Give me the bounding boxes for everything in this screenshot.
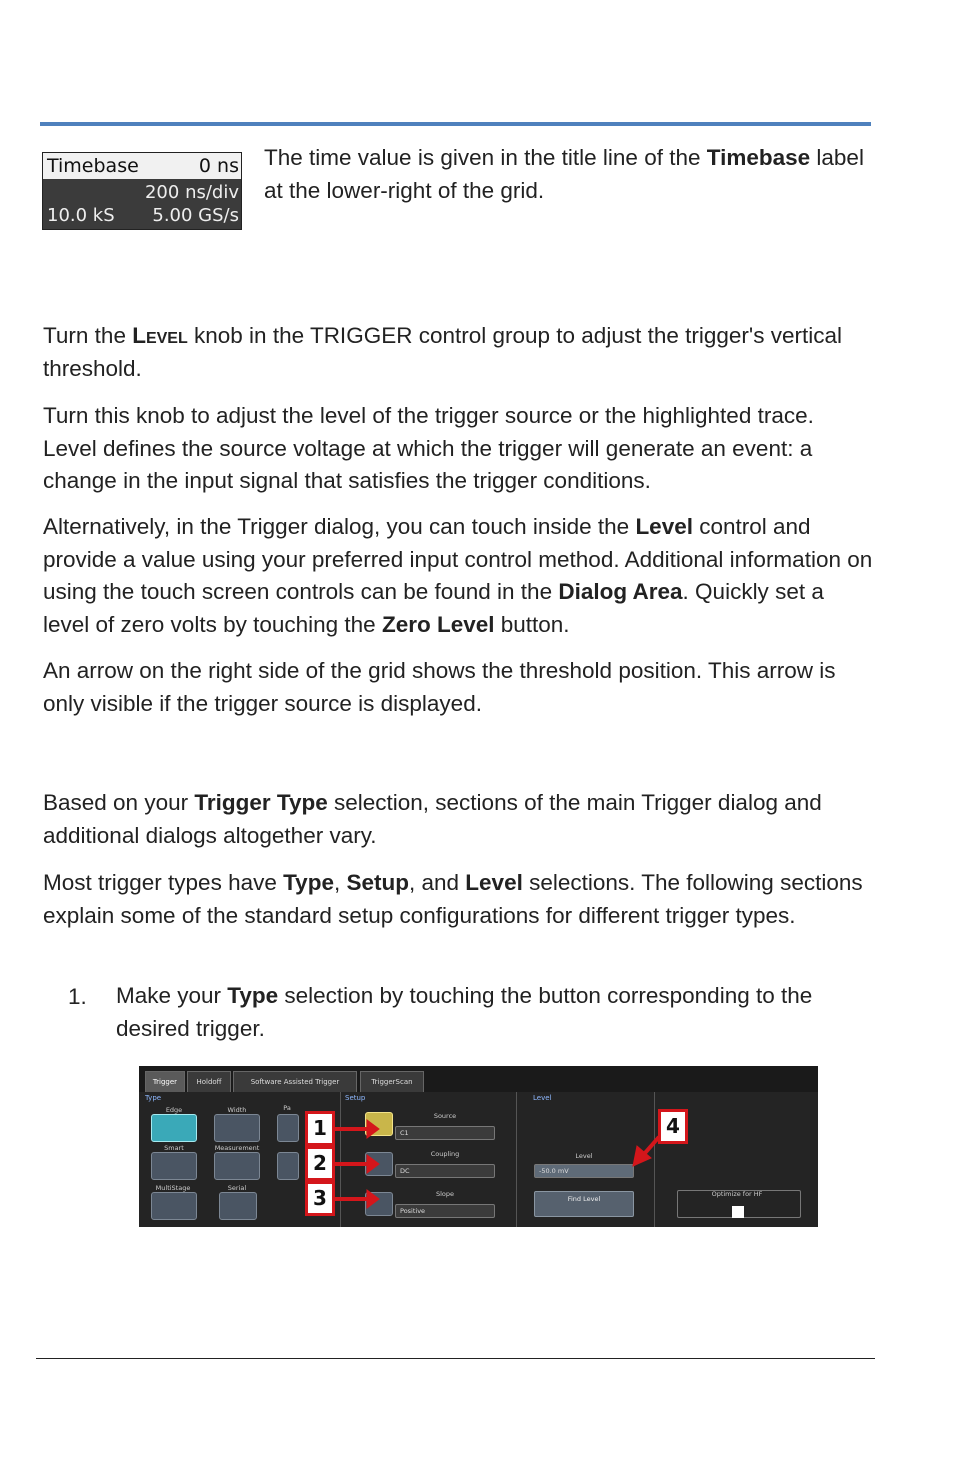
callout-1: 1 bbox=[305, 1111, 335, 1146]
find-level-button[interactable]: Find Level bbox=[534, 1191, 634, 1217]
measurement-label: Measurement bbox=[214, 1144, 260, 1152]
serial-label: Serial bbox=[227, 1184, 247, 1192]
callout-arrows bbox=[139, 1066, 818, 1227]
level-section-label: Level bbox=[533, 1094, 552, 1102]
step-1-text: Make your Type selection by touching the button corresponding to the desired trigger. bbox=[116, 983, 813, 1041]
setup-section-label: Setup bbox=[345, 1094, 366, 1102]
slope-label: Slope bbox=[435, 1190, 455, 1198]
edge-label: Edge bbox=[165, 1106, 183, 1114]
level-field-label: Level bbox=[575, 1152, 593, 1160]
multistage-label: MultiStage bbox=[155, 1184, 191, 1192]
timebase-title: Timebase bbox=[47, 155, 139, 177]
type-section-label: Type bbox=[145, 1094, 162, 1102]
callout-3: 3 bbox=[305, 1181, 335, 1216]
timebase-delay: 0 ns bbox=[198, 155, 239, 177]
step-number: 1. bbox=[68, 984, 87, 1009]
trigger-dialog bbox=[139, 1066, 818, 1227]
slope-field[interactable]: Positive bbox=[395, 1204, 495, 1218]
level-paragraph-2: Turn this knob to adjust the level of the trigger source or the highlighted trace. Level defines the source voltage at which the trigger will generate an event: a change in the input signal that satisfies the trigger conditions. bbox=[43, 403, 814, 493]
source-field[interactable]: C1 bbox=[395, 1126, 495, 1140]
level-field[interactable]: -50.0 mV bbox=[534, 1164, 634, 1178]
tab-triggerscan[interactable]: TriggerScan bbox=[360, 1071, 424, 1092]
type-paragraph-1: Based on your Trigger Type selection, sections of the main Trigger dialog and additional dialogs altogether vary. bbox=[43, 790, 822, 848]
timebase-widget bbox=[42, 152, 242, 230]
tab-trigger[interactable]: Trigger bbox=[145, 1071, 185, 1092]
tab-holdoff[interactable]: Holdoff bbox=[187, 1071, 231, 1092]
smart-label: Smart bbox=[164, 1144, 184, 1152]
level-knob-name: Level bbox=[132, 323, 188, 348]
timebase-rate: 5.00 GS/s bbox=[152, 205, 239, 226]
source-label: Source bbox=[433, 1112, 457, 1120]
level-paragraph-1: Turn the Level knob in the TRIGGER control group to adjust the trigger's vertical threshold. bbox=[43, 323, 842, 381]
type-paragraph-2: Most trigger types have Type, Setup, and Level selections. The following sections explain some of the standard setup configurations for different trigger types. bbox=[43, 870, 863, 928]
tab-software-assisted-trigger[interactable]: Software Assisted Trigger bbox=[233, 1071, 357, 1092]
intro-paragraph: The time value is given in the title line of the Timebase label at the lower-right of the grid. bbox=[264, 145, 864, 203]
coupling-label: Coupling bbox=[430, 1150, 460, 1158]
level-paragraph-4: An arrow on the right side of the grid shows the threshold position. This arrow is only visible if the trigger source is displayed. bbox=[43, 658, 836, 716]
coupling-field[interactable]: DC bbox=[395, 1164, 495, 1178]
timebase-per-div: 200 ns/div bbox=[144, 182, 239, 203]
callout-2: 2 bbox=[305, 1146, 335, 1181]
level-paragraph-3: Alternatively, in the Trigger dialog, you can touch inside the Level control and provide a value using your preferred input control method. Additional information on using the touch screen controls can be found in the Dialog Area. Quickly set a level of zero volts by touching the Zero Level button. bbox=[43, 514, 873, 637]
pattern-label: Pa bbox=[283, 1104, 291, 1112]
width-label: Width bbox=[227, 1106, 247, 1114]
timebase-header bbox=[43, 153, 241, 179]
optimize-hf-label: Optimize for HF bbox=[711, 1190, 763, 1198]
timebase-samples: 10.0 kS bbox=[47, 205, 115, 226]
callout-4: 4 bbox=[658, 1109, 688, 1144]
header-rule bbox=[40, 122, 871, 126]
footer-rule bbox=[36, 1358, 875, 1359]
